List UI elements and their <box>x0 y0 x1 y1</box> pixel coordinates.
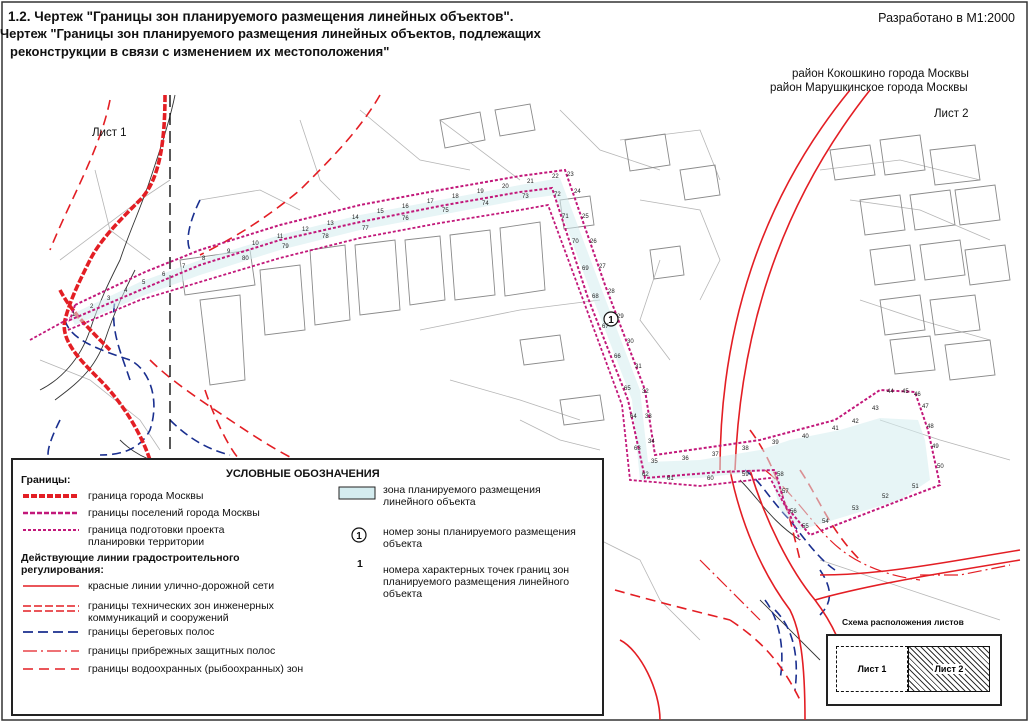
page-title-line2: Чертеж "Границы зон планируемого размещения линейных объектов, подлежащих <box>0 26 541 41</box>
point-label: 2 <box>90 304 94 310</box>
point-label: 80 <box>242 256 249 262</box>
scheme-title: Схема расположения листов <box>842 617 964 627</box>
point-label: 39 <box>772 440 779 446</box>
legend-protective-swatch <box>21 645 81 657</box>
point-label: 46 <box>914 392 921 398</box>
legend-title: УСЛОВНЫЕ ОБОЗНАЧЕНИЯ <box>226 468 380 480</box>
point-label: 54 <box>822 519 829 525</box>
point-label: 75 <box>442 208 449 214</box>
point-label: 67 <box>602 324 609 330</box>
point-label: 71 <box>562 214 569 220</box>
point-label: 50 <box>937 464 944 470</box>
point-label: 58 <box>777 472 784 478</box>
legend-planning-swatch <box>21 524 81 536</box>
district-label-kokoshkino: район Кокошкино города Москвы <box>792 68 969 80</box>
point-label: 31 <box>635 364 642 370</box>
legend-water-text: границы водоохранных (рыбоохранных) зон <box>88 663 304 675</box>
legend-shore-swatch <box>21 626 81 638</box>
point-label: 35 <box>651 459 658 465</box>
point-label: 30 <box>627 339 634 345</box>
point-label: 74 <box>482 201 489 207</box>
scheme-sheet-1: Лист 1 <box>836 646 908 692</box>
point-label: 16 <box>402 204 409 210</box>
point-label: 63 <box>634 446 641 452</box>
point-label: 17 <box>427 199 434 205</box>
point-label: 52 <box>882 494 889 500</box>
legend-point-text: номера характерных точек границ зон планируемого размещения линейного объекта <box>383 564 570 600</box>
point-label: 42 <box>852 419 859 425</box>
district-label-marushkinskoe: район Марушкинское города Москвы <box>770 82 968 94</box>
legend-red-lines-swatch <box>21 580 81 592</box>
point-label: 20 <box>502 184 509 190</box>
point-label: 70 <box>572 239 579 245</box>
page-title: 1.2. Чертеж "Границы зон планируемого размещения линейных объектов". <box>8 9 514 24</box>
building-footprints <box>180 104 1010 425</box>
point-label: 22 <box>552 174 559 180</box>
legend-point-symbol: 1 <box>357 558 363 570</box>
point-label: 78 <box>322 234 329 240</box>
legend-section-lines: Действующие линии градостроительного регулирования: <box>21 552 240 576</box>
point-label: 49 <box>932 444 939 450</box>
point-label: 57 <box>782 489 789 495</box>
point-label: 3 <box>107 296 111 302</box>
point-label: 76 <box>402 216 409 222</box>
legend-water-swatch <box>21 663 81 675</box>
point-label: 9 <box>227 249 231 255</box>
legend-red-lines-text: красные линии улично-дорожной сети <box>88 580 275 592</box>
sheet-1-label: Лист 1 <box>92 127 127 139</box>
legend-settlements-swatch <box>21 507 81 519</box>
point-label: 72 <box>554 192 561 198</box>
legend-protective-text: границы прибрежных защитных полос <box>88 645 276 657</box>
sheet-2-label: Лист 2 <box>934 108 969 120</box>
page-title-line3: реконструкции в связи с изменением их местоположения" <box>10 44 390 59</box>
point-label: 47 <box>922 404 929 410</box>
point-label: 26 <box>590 239 597 245</box>
point-label: 79 <box>282 244 289 250</box>
point-label: 64 <box>630 414 637 420</box>
sheet-scheme <box>826 634 1002 706</box>
point-label: 34 <box>648 439 655 445</box>
point-label: 33 <box>645 414 652 420</box>
point-label: 5 <box>142 280 146 286</box>
point-label: 32 <box>642 389 649 395</box>
point-label: 62 <box>642 472 649 478</box>
point-label: 48 <box>927 424 934 430</box>
point-label: 21 <box>527 179 534 185</box>
point-label: 41 <box>832 426 839 432</box>
point-label: 24 <box>574 189 581 195</box>
legend-moscow-border-text: граница города Москвы <box>88 490 204 502</box>
point-label: 69 <box>582 266 589 272</box>
point-label: 28 <box>608 289 615 295</box>
point-label: 11 <box>277 234 284 240</box>
legend-moscow-border-swatch <box>21 490 81 502</box>
moscow-border <box>60 95 165 460</box>
point-label: 43 <box>872 406 879 412</box>
legend-zone-area-text: зона планируемого размещения линейного объекта <box>383 484 541 508</box>
point-label: 13 <box>327 221 334 227</box>
point-label: 56 <box>790 509 797 515</box>
scheme-sheet-2-label: Лист 2 <box>934 664 964 674</box>
legend <box>11 458 604 716</box>
point-label: 45 <box>902 389 909 395</box>
point-label: 37 <box>712 452 719 458</box>
legend-zone-number-swatch <box>350 526 368 544</box>
point-label: 65 <box>624 386 631 392</box>
legend-shore-text: границы береговых полос <box>88 626 215 638</box>
point-label: 59 <box>742 472 749 478</box>
point-label: 61 <box>667 476 674 482</box>
point-label: 68 <box>592 294 599 300</box>
point-label: 38 <box>742 446 749 452</box>
legend-zone-area-swatch <box>338 486 376 500</box>
svg-text:1: 1 <box>608 315 614 326</box>
point-label: 4 <box>124 288 128 294</box>
legend-tech-zones-swatch <box>21 602 81 614</box>
point-label: 25 <box>582 214 589 220</box>
point-label: 15 <box>377 209 384 215</box>
point-label: 14 <box>352 215 359 221</box>
legend-tech-zones-text: границы технических зон инженерных коммуникаций и сооружений <box>88 600 274 624</box>
point-label: 77 <box>362 226 369 232</box>
legend-section-borders: Границы: <box>21 474 71 486</box>
point-label: 51 <box>912 484 919 490</box>
point-label: 55 <box>802 524 809 530</box>
legend-planning-text: граница подготовки проекта планировки территории <box>88 524 225 548</box>
point-label: 73 <box>522 194 529 200</box>
point-label: 7 <box>182 264 186 270</box>
point-label: 53 <box>852 506 859 512</box>
point-label: 60 <box>707 476 714 482</box>
point-label: 29 <box>617 314 624 320</box>
point-label: 36 <box>682 456 689 462</box>
point-label: 18 <box>452 194 459 200</box>
point-label: 10 <box>252 241 259 247</box>
point-label: 27 <box>599 264 606 270</box>
point-label: 66 <box>614 354 621 360</box>
scheme-sheet-2 <box>908 646 990 692</box>
point-label: 6 <box>162 272 166 278</box>
point-label: 44 <box>887 389 894 395</box>
legend-settlements-text: границы поселений города Москвы <box>88 507 260 519</box>
point-label: 40 <box>802 434 809 440</box>
point-label: 8 <box>202 256 206 262</box>
point-label: 23 <box>567 172 574 178</box>
svg-text:1: 1 <box>356 531 362 542</box>
legend-zone-number-text: номер зоны планируемого размещения объекта <box>383 526 576 550</box>
point-label: 1 <box>72 312 76 318</box>
scale-label: Разработано в М1:2000 <box>878 11 1015 25</box>
point-label: 12 <box>302 227 309 233</box>
point-label: 19 <box>477 189 484 195</box>
